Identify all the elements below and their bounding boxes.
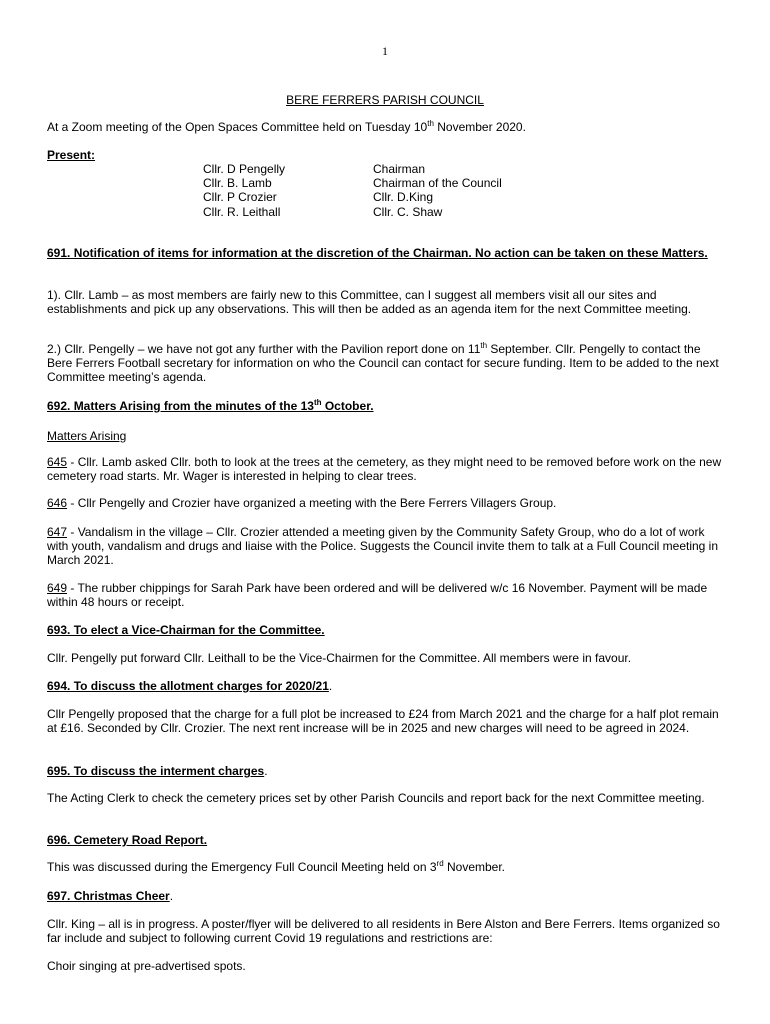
attendee-name: Cllr. P Crozier bbox=[203, 190, 277, 205]
matter-647: 647 - Vandalism in the village – Cllr. Crozier attended a meeting given by the Community Safety Group, who do a lot of work with youth, vandalism and drugs and liaise with the Police. Suggests the Council invite them to talk at a Full Council meeting in March 2021. bbox=[47, 525, 719, 568]
section-693-heading: 693. To elect a Vice-Chairman for the Committee. bbox=[47, 623, 325, 637]
minute-number: 646 bbox=[47, 496, 68, 510]
section-691-item-1: 1). Cllr. Lamb – as most members are fairly new to this Committee, can I suggest all members visit all our sites and establishments and pick up any observations. This will then be added as an agenda item for the next Committee meeting. bbox=[47, 288, 692, 317]
section-697-heading: 697. Christmas Cheer. bbox=[47, 889, 174, 903]
document-title: BERE FERRERS PARISH COUNCIL bbox=[286, 93, 484, 107]
page-number: 1 bbox=[382, 44, 388, 58]
section-692-heading: 692. Matters Arising from the minutes of the 13th October. bbox=[47, 398, 374, 413]
section-696-text: This was discussed during the Emergency Full Council Meeting held on 3rd November. bbox=[47, 859, 506, 874]
present-label: Present: bbox=[47, 148, 96, 162]
matter-646: 646 - Cllr Pengelly and Crozier have organized a meeting with the Bere Ferrers Villagers Group. bbox=[47, 496, 557, 510]
attendee-name: Cllr. D Pengelly bbox=[203, 162, 286, 176]
attendee-name: Cllr. B. Lamb bbox=[203, 176, 272, 191]
attendee-role: Chairman bbox=[373, 162, 426, 176]
minute-number: 649 bbox=[47, 581, 68, 595]
attendee-name: Cllr. R. Leithall bbox=[203, 204, 281, 219]
section-695-heading: 695. To discuss the interment charges. bbox=[47, 764, 268, 778]
minute-number: 647 bbox=[47, 525, 68, 539]
matter-645: 645 - Cllr. Lamb asked Cllr. both to look at the trees at the cemetery, as they might need to be removed before work on the new cemetery road starts. Mr. Wager is interested in helping to clear trees. bbox=[47, 455, 722, 484]
attendee-role: Chairman of the Council bbox=[373, 176, 502, 191]
matter-649: 649 - The rubber chippings for Sarah Park have been ordered and will be delivered w/c 16 November. Payment will be made within 48 hours or receipt. bbox=[47, 581, 708, 610]
attendees-names bbox=[203, 162, 285, 219]
section-694-heading: 694. To discuss the allotment charges for 2020/21. bbox=[47, 679, 333, 693]
section-697-choir: Choir singing at pre-advertised spots. bbox=[47, 959, 246, 973]
section-697-text: Cllr. King – all is in progress. A poster/flyer will be delivered to all residents in Bere Alston and Bere Ferrers. Items organized so far include and subject to following current Covid 19 regulations and restrictions are: bbox=[47, 917, 720, 946]
section-694-text: Cllr Pengelly proposed that the charge for a full plot be increased to £24 from March 2021 and the charge for a half plot remain at £16. Seconded by Cllr. Crozier. The next rent increase will be in 2025 and new charges will need to be agreed in 2024. bbox=[47, 707, 719, 736]
section-695-text: The Acting Clerk to check the cemetery prices set by other Parish Councils and report back for the next Committee meeting. bbox=[47, 791, 705, 805]
attendee-role: Cllr. D.King bbox=[373, 190, 434, 205]
section-696-heading: 696. Cemetery Road Report. bbox=[47, 833, 208, 847]
section-691-heading: 691. Notification of items for information at the discretion of the Chairman. No action can be taken on these Matters. bbox=[47, 246, 708, 260]
section-691-item-2: 2.) Cllr. Pengelly – we have not got any further with the Pavilion report done on 11th September. Cllr. Pengelly to contact the Bere Ferrers Football secretary for information on who the Council can contact for secure funding. Item to be added to the next Committee meeting’s agenda. bbox=[47, 341, 719, 385]
matters-arising-subheading: Matters Arising bbox=[47, 429, 127, 443]
meeting-intro: At a Zoom meeting of the Open Spaces Committee held on Tuesday 10th November 2020. bbox=[47, 119, 526, 134]
attendees-roles bbox=[373, 162, 502, 219]
section-693-text: Cllr. Pengelly put forward Cllr. Leithall to be the Vice-Chairmen for the Committee. All members were in favour. bbox=[47, 651, 632, 665]
attendee-role: Cllr. C. Shaw bbox=[373, 204, 443, 219]
minute-number: 645 bbox=[47, 455, 68, 469]
